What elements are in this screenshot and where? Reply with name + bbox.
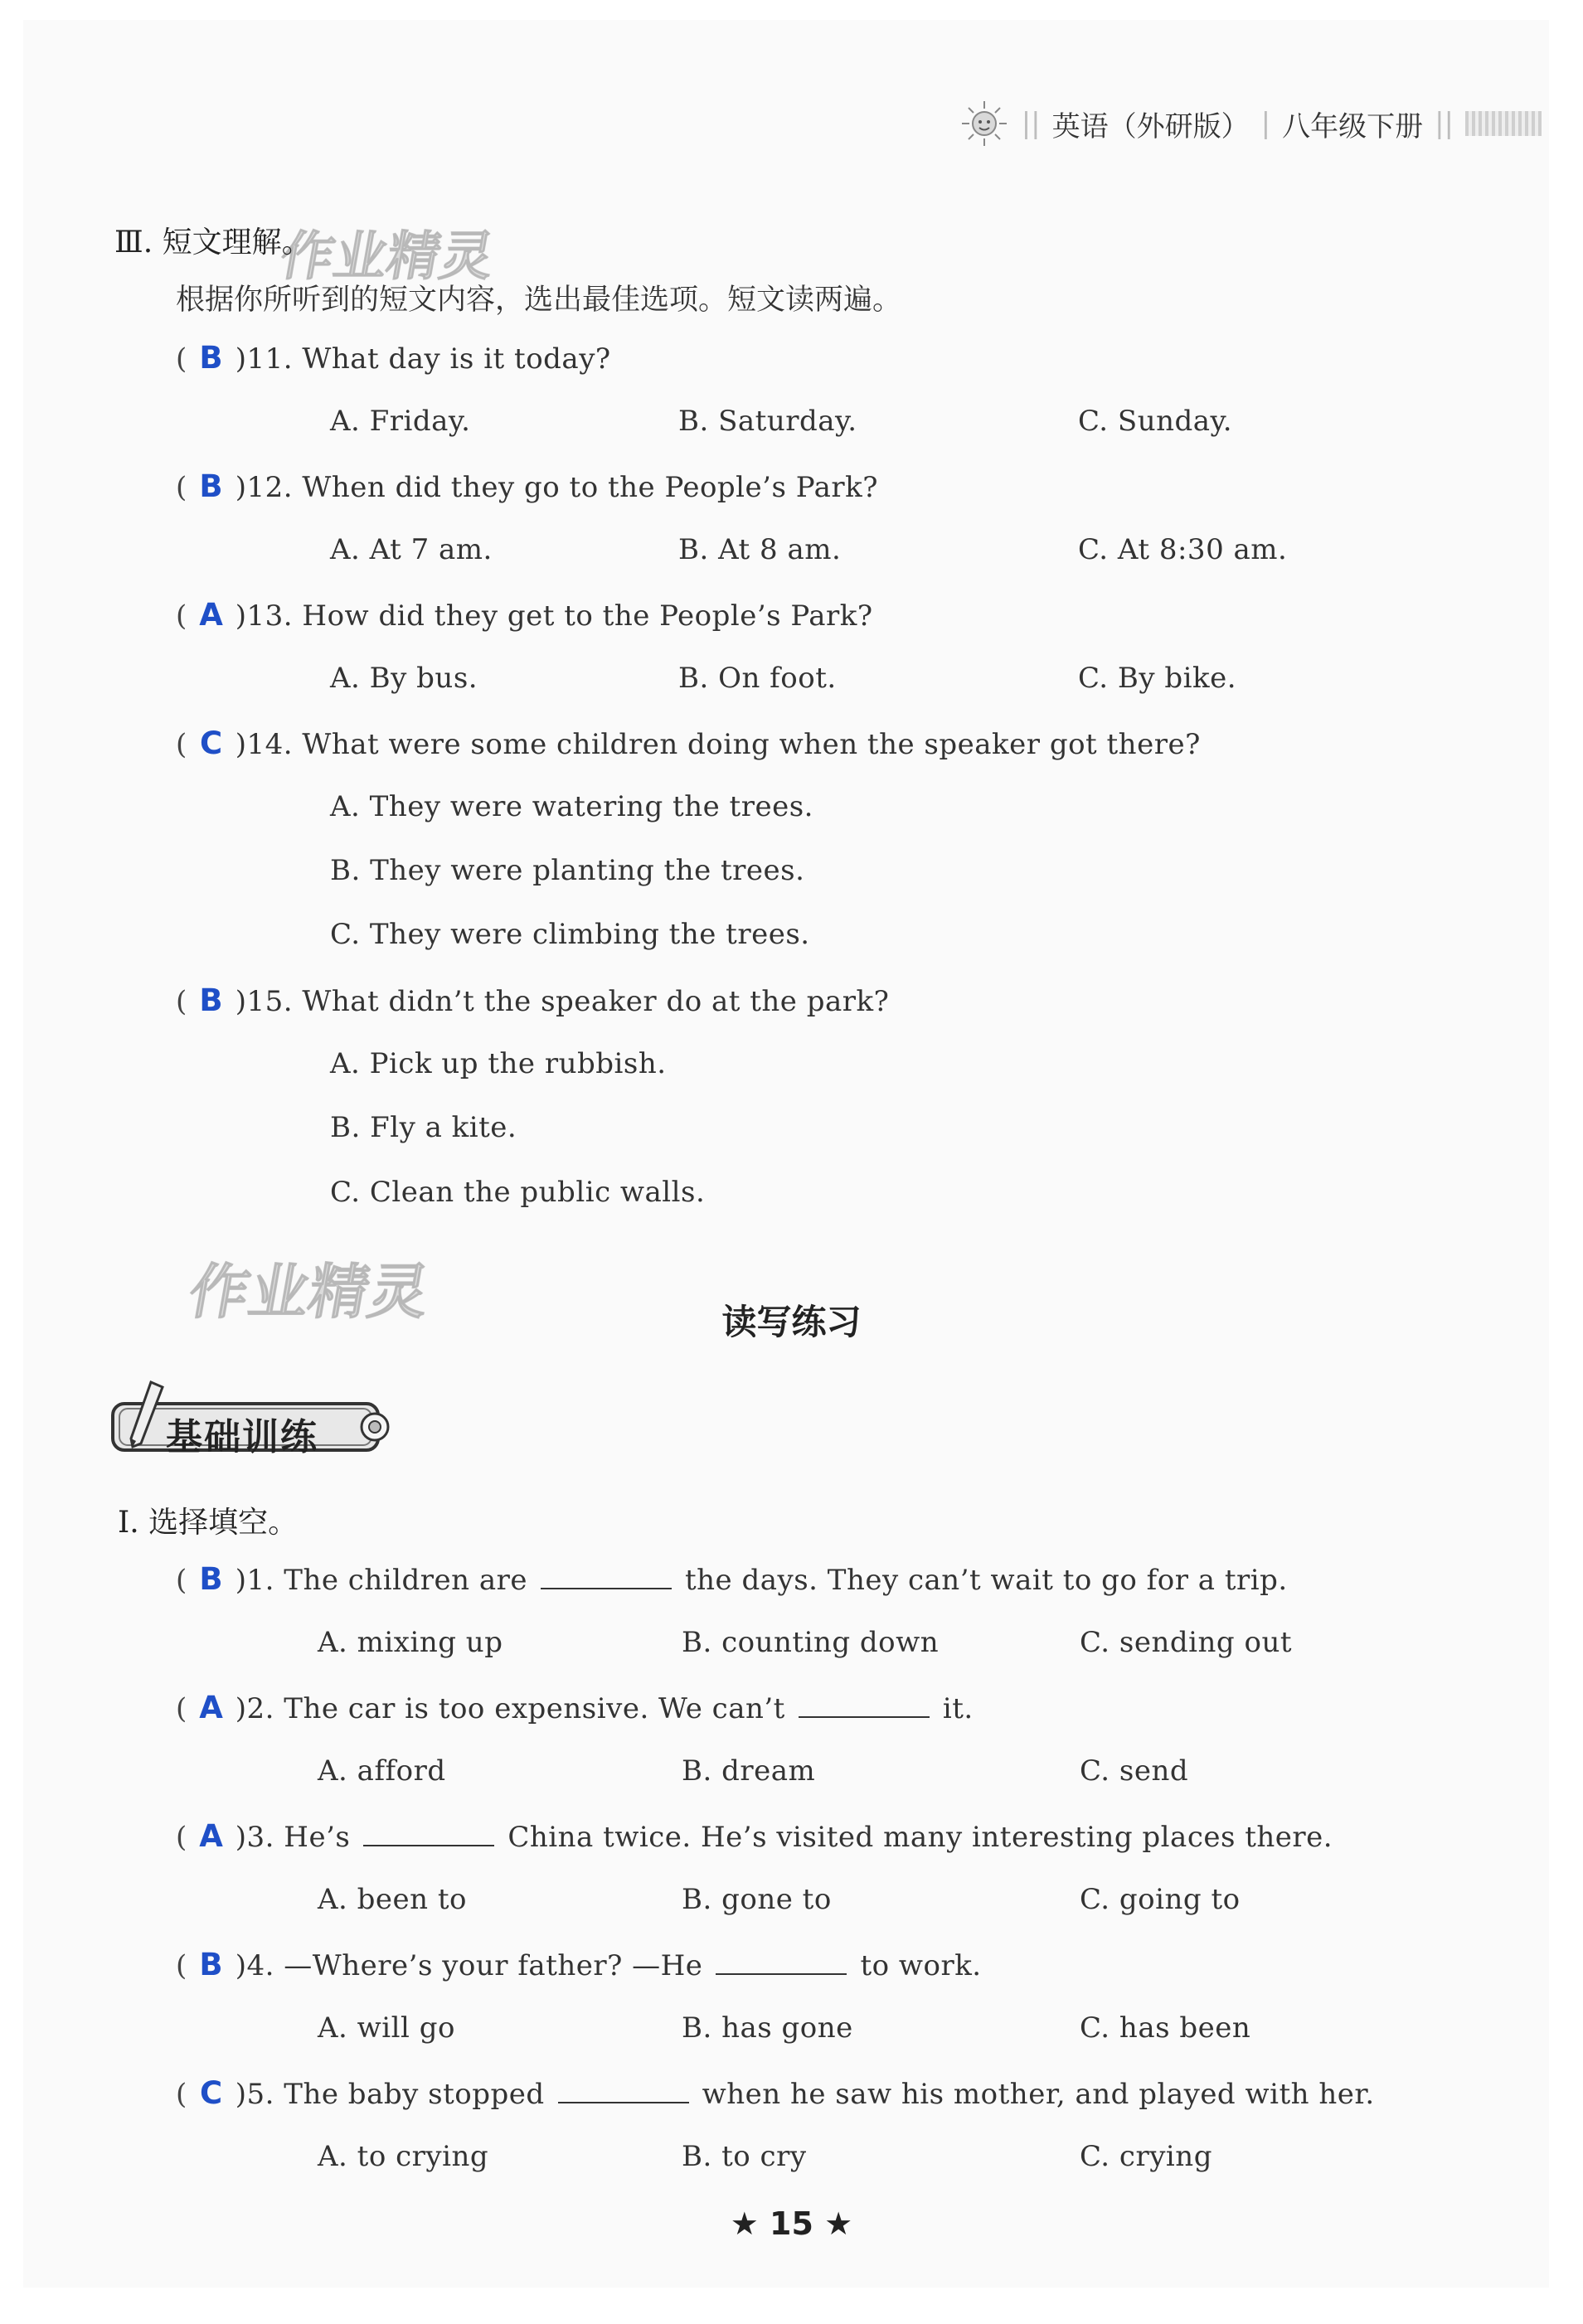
option: C. At 8:30 am. — [1078, 533, 1288, 566]
fill-blank — [558, 2080, 689, 2103]
option: C. By bike. — [1078, 662, 1237, 695]
header-divider: | — [1260, 107, 1271, 140]
answer-mark: B — [199, 982, 224, 1018]
fill-blank — [799, 1695, 930, 1718]
option: B. They were planting the trees. — [330, 854, 805, 887]
question-12: ( B )12. When did they go to the People’s Park? — [176, 468, 878, 504]
header-divider: || — [1021, 107, 1041, 140]
header-grade: 八年级下册 — [1282, 109, 1424, 143]
option: C. Clean the public walls. — [330, 1176, 706, 1209]
answer-mark: B — [199, 1561, 224, 1597]
option: B. counting down — [682, 1626, 940, 1659]
option: A. will go — [318, 2011, 455, 2045]
option: A. They were watering the trees. — [330, 790, 813, 823]
badge-label: 基础训练 — [166, 1416, 318, 1458]
option: B. has gone — [682, 2011, 853, 2045]
header-stripe — [1465, 111, 1542, 136]
page-header — [959, 98, 1542, 149]
question-5: ( C )5. The baby stopped when he saw his mother, and played with her. — [176, 2075, 1375, 2111]
question-14: ( C )14. What were some children doing when the speaker got there? — [176, 725, 1201, 761]
listening-instruction: 根据你所听到的短文内容，选出最佳选项。短文读两遍。 — [176, 284, 902, 317]
option: A. to crying — [318, 2140, 489, 2173]
watermark: 作业精灵 — [275, 226, 499, 288]
question-13: ( A )13. How did they get to the People’s Park? — [176, 597, 873, 633]
question-4: ( B )4. —Where’s your father? —He to work. — [176, 1947, 982, 1982]
answer-mark: B — [199, 1947, 224, 1982]
option: A. Friday. — [330, 405, 471, 438]
option: B. dream — [682, 1754, 816, 1788]
option: C. going to — [1080, 1883, 1241, 1916]
option: B. On foot. — [678, 662, 837, 695]
option: C. Sunday. — [1078, 405, 1233, 438]
option: C. sending out — [1080, 1626, 1293, 1659]
answer-mark: C — [199, 2075, 223, 2111]
question-1: ( B )1. The children are the days. They can’t wait to go for a trip. — [176, 1561, 1288, 1597]
option: A. been to — [318, 1883, 468, 1916]
option: C. has been — [1080, 2011, 1251, 2045]
option: C. crying — [1080, 2140, 1212, 2173]
page-number: ★ 15 ★ — [730, 2205, 853, 2242]
sun-icon — [959, 98, 1010, 149]
question-11: ( B )11. What day is it today? — [176, 340, 611, 376]
section-title-grammar: Ⅰ. 选择填空。 — [118, 1506, 299, 1540]
fill-blank — [363, 1823, 494, 1846]
basic-training-badge — [108, 1397, 398, 1457]
answer-mark: A — [199, 597, 224, 633]
option: B. Saturday. — [678, 405, 857, 438]
option: A. At 7 am. — [330, 533, 493, 566]
option: A. Pick up the rubbish. — [330, 1047, 667, 1080]
fill-blank — [541, 1566, 672, 1589]
question-2: ( A )2. The car is too expensive. We can’t it. — [176, 1690, 974, 1725]
answer-mark: A — [199, 1690, 224, 1725]
answer-mark: B — [199, 340, 224, 376]
option: A. mixing up — [318, 1626, 503, 1659]
answer-mark: C — [199, 725, 223, 761]
option: A. By bus. — [330, 662, 478, 695]
watermark: 作业精灵 — [183, 1257, 435, 1327]
reading-writing-title: 读写练习 — [721, 1302, 862, 1342]
fill-blank — [716, 1952, 847, 1975]
option: C. They were climbing the trees. — [330, 918, 810, 951]
pencil-icon — [126, 1379, 168, 1450]
section-title-listening: Ⅲ. 短文理解。 — [114, 226, 312, 260]
option: B. Fly a kite. — [330, 1111, 517, 1144]
answer-mark: B — [199, 468, 224, 504]
option: A. afford — [318, 1754, 446, 1788]
header-divider: || — [1435, 107, 1454, 140]
option: B. gone to — [682, 1883, 832, 1916]
question-15: ( B )15. What didn’t the speaker do at the park? — [176, 982, 890, 1018]
header-subject: 英语（外研版） — [1051, 109, 1250, 143]
question-3: ( A )3. He’s China twice. He’s visited many interesting places there. — [176, 1818, 1333, 1854]
option: C. send — [1080, 1754, 1189, 1788]
option: B. At 8 am. — [678, 533, 842, 566]
answer-mark: A — [199, 1818, 224, 1854]
option: B. to cry — [682, 2140, 807, 2173]
